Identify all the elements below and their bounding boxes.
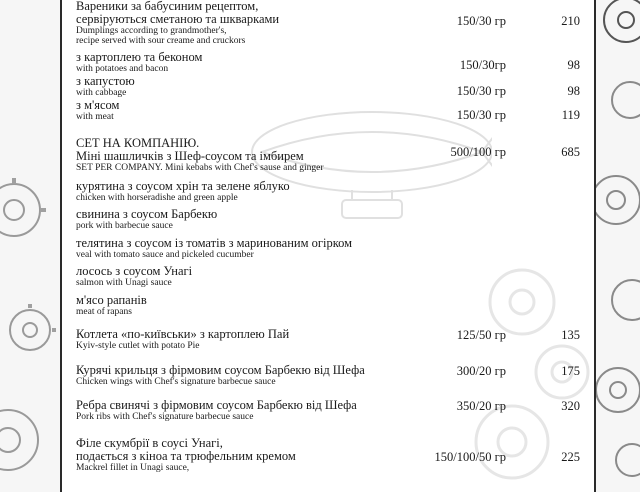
item-portion: 150/100/50 гр [434, 450, 506, 464]
menu-item [76, 294, 586, 317]
menu-item [76, 364, 586, 387]
item-name-en: Chicken wings with Chef's signature barbecue sauce [76, 377, 276, 387]
menu-item [76, 0, 586, 46]
item-name-ua: сервіруються сметаною та шкварками [76, 12, 280, 26]
item-name-ua: свинина з соусом Барбекю [76, 207, 218, 221]
item-name-en: with meat [76, 112, 114, 122]
item-name-en: Pork ribs with Chef's signature barbecue sauce [76, 412, 254, 422]
menu-item [76, 137, 586, 173]
menu-item [76, 399, 586, 422]
item-name-ua: Міні шашличків з Шеф-соусом та імбирем [76, 149, 304, 163]
gears-decoration-icon [596, 0, 640, 480]
menu-item [76, 208, 586, 231]
menu-item [76, 99, 586, 122]
item-name-en: salmon with Unagi sauce [76, 278, 172, 288]
gears-decoration-icon [0, 0, 60, 480]
item-name-ua: подається з кіноа та трюфельним кремом [76, 449, 296, 463]
item-name-en: Mackrel fillet in Unagi sauce, [76, 463, 190, 473]
item-portion: 500/100 гр [450, 145, 506, 159]
item-name-en: recipe served with sour creame and cruckors [76, 36, 246, 46]
item-portion: 150/30 гр [456, 84, 506, 98]
item-portion: 150/30 гр [456, 108, 506, 122]
item-price: 119 [561, 108, 580, 122]
item-name-en: pork with barbecue sauce [76, 221, 173, 231]
item-portion: 125/50 гр [456, 328, 506, 342]
left-gear-strip [0, 0, 60, 480]
menu-item [76, 237, 586, 260]
item-name-ua: курятина з соусом хрін та зелене яблуко [76, 179, 290, 193]
item-name-en: meat of rapans [76, 307, 132, 317]
item-portion: 150/30гр [459, 58, 506, 72]
item-price: 225 [561, 450, 580, 464]
menu-item [76, 75, 586, 98]
item-name-en: veal with tomato sauce and pickeled cucumber [76, 250, 254, 260]
menu-item [76, 328, 586, 351]
item-name-ua: телятина з соусом із томатів з маринованим огірком [76, 236, 353, 250]
menu-item [76, 265, 586, 288]
item-name-ua: Ребра свинячі з фірмовим соусом Барбекю від Шефа [76, 398, 357, 412]
item-name-ua: з капустою [76, 74, 135, 88]
item-name-ua: Філе скумбрії в соусі Унагі, [76, 436, 223, 450]
item-name-ua: лосось з соусом Унагі [76, 264, 193, 278]
item-portion: 150/30 гр [456, 14, 506, 28]
item-name-en: Dumplings according to grandmother's, [76, 26, 227, 36]
item-name-ua: з м'ясом [76, 98, 120, 112]
item-price: 320 [561, 399, 580, 413]
item-name-en: with potatoes and bacon [76, 64, 169, 74]
item-portion: 350/20 гр [456, 399, 506, 413]
item-price: 135 [561, 328, 580, 342]
item-name-ua: з картоплею та беконом [76, 50, 203, 64]
item-price: 98 [567, 58, 580, 72]
menu-item [76, 437, 586, 473]
item-name-ua: Курячі крильця з фірмовим соусом Барбекю від Шефа [76, 363, 365, 377]
item-name-ua: СЕТ НА КОМПАНІЮ. [76, 136, 200, 150]
item-name-en: with cabbage [76, 88, 127, 98]
item-name-en: SET PER COMPANY. Mini kebabs with Chef's sause and ginger [76, 163, 324, 173]
item-price: 175 [561, 364, 580, 378]
right-gear-strip [596, 0, 640, 480]
menu-item [76, 51, 586, 74]
item-name-ua: м'ясо рапанів [76, 293, 147, 307]
item-portion: 300/20 гр [456, 364, 506, 378]
item-name-ua: Вареники за бабусиним рецептом, [76, 0, 259, 13]
menu-page [60, 0, 596, 492]
item-name-en: Kyiv-style cutlet with potato Pie [76, 341, 200, 351]
item-price: 685 [561, 145, 580, 159]
item-price: 98 [567, 84, 580, 98]
item-name-ua: Котлета «по-київськи» з картоплею Пай [76, 327, 290, 341]
item-name-en: chicken with horseradishe and green apple [76, 193, 238, 203]
item-price: 210 [561, 14, 580, 28]
menu-item [76, 180, 586, 203]
